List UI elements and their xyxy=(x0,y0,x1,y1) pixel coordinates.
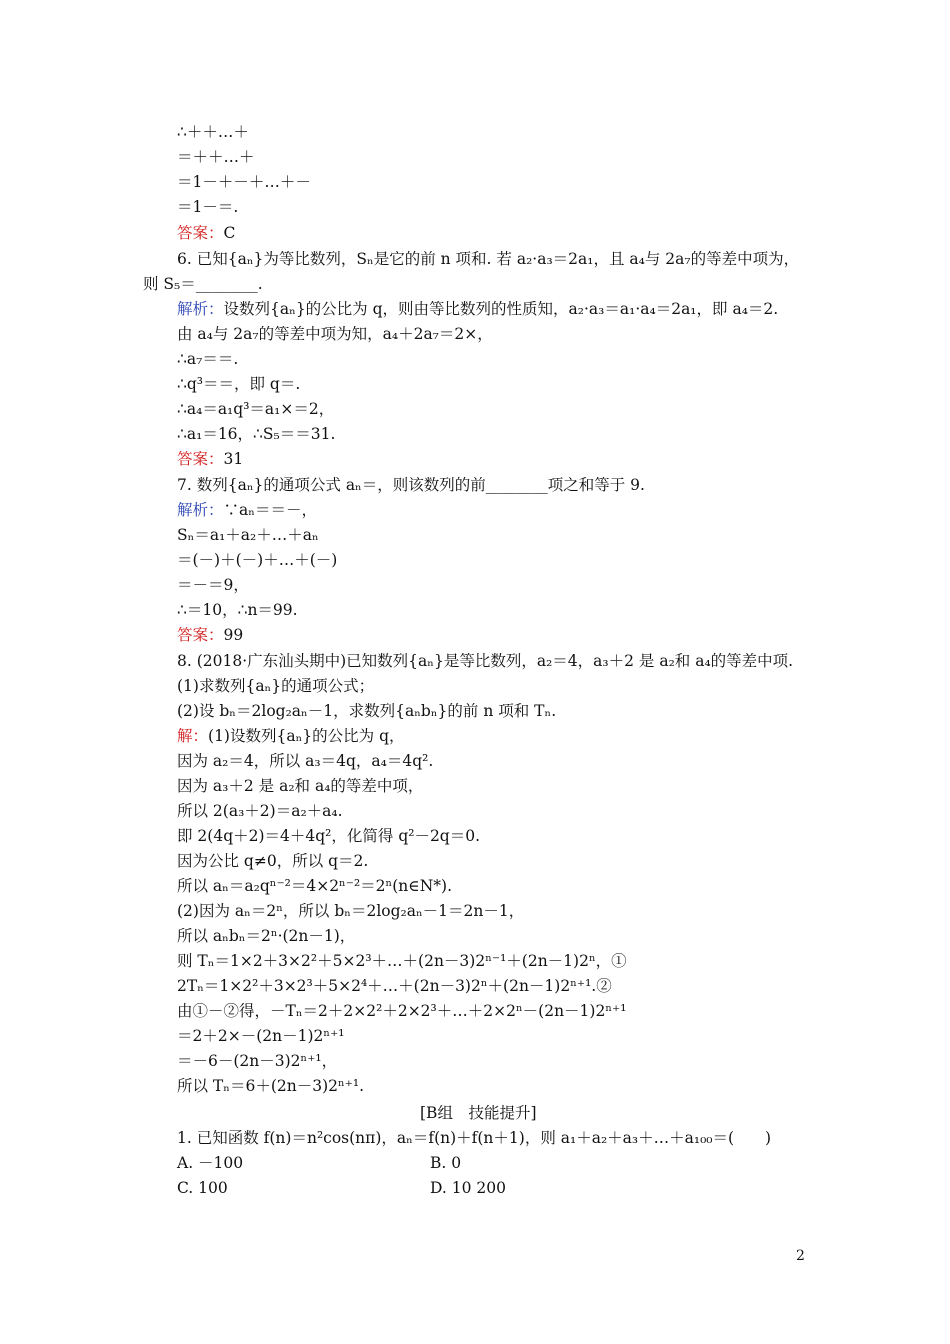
answer-line xyxy=(177,223,235,243)
answer-label: 答案： xyxy=(177,224,224,242)
text-line: ∴a₁＝16，∴S₅＝＝31. xyxy=(177,425,336,443)
solution-label: 解： xyxy=(177,727,209,745)
question-b1: 1. 已知函数 f(n)＝n²cos(nπ)，aₙ＝f(n)＋f(n＋1)，则 a₁＋a₂＋a₃＋…＋a₁₀₀＝( ) xyxy=(177,1129,772,1147)
text-line: 2Tₙ＝1×2²＋3×2³＋5×2⁴＋…＋(2n－3)2ⁿ＋(2n－1)2ⁿ⁺¹.② xyxy=(177,977,612,995)
text-line: ∴a₄＝a₁q³＝a₁×＝2， xyxy=(177,400,335,418)
text-line: ＝(－)＋(－)＋…＋(－) xyxy=(177,551,338,569)
question-8-part1: (1)求数列{aₙ}的通项公式； xyxy=(177,677,375,695)
text-line: ∴＝10，∴n＝99. xyxy=(177,601,298,619)
text-line: 所以 aₙbₙ＝2ⁿ·(2n－1)， xyxy=(177,927,356,945)
text-line: 由 a₄与 2a₇的等差中项为知，a₄＋2a₇＝2×， xyxy=(177,325,493,343)
text-line: ＝1－＋－＋…＋－ xyxy=(177,173,311,191)
analysis-line xyxy=(177,500,317,520)
option-c: C. 100 xyxy=(177,1179,228,1197)
text-line: 因为 a₃＋2 是 a₂和 a₄的等差中项， xyxy=(177,777,424,795)
answer-value: C xyxy=(223,224,236,242)
answer-label: 答案： xyxy=(177,626,224,644)
text-line: 则 Tₙ＝1×2＋3×2²＋5×2³＋…＋(2n－3)2ⁿ⁻¹＋(2n－1)2ⁿ，① xyxy=(177,952,627,970)
answer-line xyxy=(177,449,243,469)
section-heading: [B组 技能提升] xyxy=(420,1104,537,1122)
answer-value: 31 xyxy=(223,450,244,468)
text-line: ＝＋＋…＋ xyxy=(177,148,255,166)
text-line: ∴q³＝＝，即 q＝. xyxy=(177,375,301,393)
text-line: 所以 Tₙ＝6＋(2n－3)2ⁿ⁺¹. xyxy=(177,1077,365,1095)
answer-label: 答案： xyxy=(177,450,224,468)
text-line: (2)因为 aₙ＝2ⁿ，所以 bₙ＝2log₂aₙ－1＝2n－1， xyxy=(177,902,525,920)
question-7: 7. 数列{aₙ}的通项公式 aₙ＝，则该数列的前________项之和等于 9. xyxy=(177,476,645,494)
text-line: 即 2(4q＋2)＝4＋4q²，化简得 q²－2q＝0. xyxy=(177,827,481,845)
question-6-cont: 则 S₅＝________. xyxy=(143,275,263,293)
text-line: ＝1－＝. xyxy=(177,198,239,216)
text-line: ＝2＋2×－(2n－1)2ⁿ⁺¹ xyxy=(177,1027,345,1045)
option-b: B. 0 xyxy=(430,1154,462,1172)
answer-line xyxy=(177,625,243,645)
analysis-text: ∵aₙ＝＝－， xyxy=(223,501,317,519)
text-line: ∴a₇＝＝. xyxy=(177,350,239,368)
option-d: D. 10 200 xyxy=(430,1179,506,1197)
question-8-part2: (2)设 bₙ＝2log₂aₙ－1，求数列{aₙbₙ}的前 n 项和 Tₙ. xyxy=(177,702,557,720)
option-a: A. －100 xyxy=(177,1154,244,1172)
solution-line xyxy=(177,726,405,746)
analysis-label: 解析： xyxy=(177,300,224,318)
text-line: 由①－②得，－Tₙ＝2＋2×2²＋2×2³＋…＋2×2ⁿ－(2n－1)2ⁿ⁺¹ xyxy=(177,1002,627,1020)
analysis-text: 设数列{aₙ}的公比为 q，则由等比数列的性质知，a₂·a₃＝a₁·a₄＝2a₁，即 a₄＝2. xyxy=(223,300,779,318)
analysis-label: 解析： xyxy=(177,501,224,519)
question-8: 8. (2018·广东汕头期中)已知数列{aₙ}是等比数列，a₂＝4，a₃＋2 是 a₂和 a₄的等差中项. xyxy=(177,652,794,670)
analysis-line xyxy=(177,299,778,319)
text-line: 所以 2(a₃＋2)＝a₂＋a₄. xyxy=(177,802,343,820)
text-line: 因为 a₂＝4，所以 a₃＝4q，a₄＝4q². xyxy=(177,752,434,770)
solution-text: (1)设数列{aₙ}的公比为 q， xyxy=(208,727,405,745)
text-line: 因为公比 q≠0，所以 q＝2. xyxy=(177,852,369,870)
text-line: ＝－＝9， xyxy=(177,576,249,594)
page-number: 2 xyxy=(796,1248,805,1264)
text-line: ∴＋＋…＋ xyxy=(177,123,249,141)
text-line: 所以 aₙ＝a₂qⁿ⁻²＝4×2ⁿ⁻²＝2ⁿ(n∈N*). xyxy=(177,877,453,895)
answer-value: 99 xyxy=(223,626,244,644)
text-line: ＝－6－(2n－3)2ⁿ⁺¹， xyxy=(177,1052,338,1070)
question-6: 6. 已知{aₙ}为等比数列，Sₙ是它的前 n 项和. 若 a₂·a₃＝2a₁，且 a₄与 2a₇的等差中项为， xyxy=(177,250,800,268)
text-line: Sₙ＝a₁＋a₂＋…＋aₙ xyxy=(177,526,319,544)
